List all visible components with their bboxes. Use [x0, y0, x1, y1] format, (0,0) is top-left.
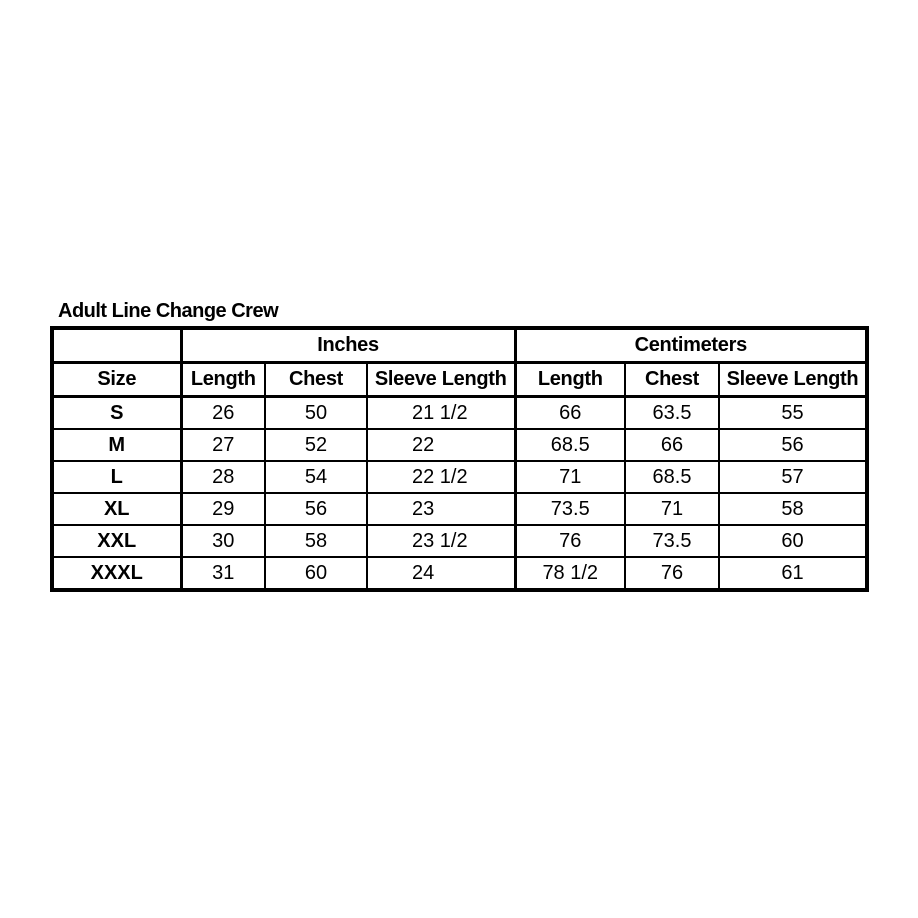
cm-chest-cell: 76: [625, 557, 719, 590]
cm-length-cell: 76: [515, 525, 625, 557]
in-chest-cell: 54: [265, 461, 367, 493]
column-header-cm-sleeve-length: Sleeve Length: [719, 363, 867, 397]
in-chest-cell: 60: [265, 557, 367, 590]
table-row: [52, 557, 867, 590]
column-header-cm-length: Length: [515, 363, 625, 397]
group-header-row: [52, 328, 867, 363]
in-length-cell: 31: [181, 557, 265, 590]
cm-chest-cell: 73.5: [625, 525, 719, 557]
table-row: [52, 525, 867, 557]
in-chest-cell: 58: [265, 525, 367, 557]
table-row: [52, 429, 867, 461]
table-row: [52, 461, 867, 493]
column-header-row: [52, 363, 867, 397]
size-chart-table: [50, 326, 869, 592]
in-sleeve-cell: 22 1/2: [367, 461, 515, 493]
in-sleeve-cell: 24: [367, 557, 515, 590]
column-header-cm-chest: Chest: [625, 363, 719, 397]
cm-length-cell: 71: [515, 461, 625, 493]
cm-chest-cell: 63.5: [625, 397, 719, 430]
in-chest-cell: 52: [265, 429, 367, 461]
cm-sleeve-cell: 60: [719, 525, 867, 557]
cm-chest-cell: 71: [625, 493, 719, 525]
cm-length-cell: 68.5: [515, 429, 625, 461]
cm-chest-cell: 66: [625, 429, 719, 461]
size-cell: L: [52, 461, 181, 493]
in-sleeve-cell: 22: [367, 429, 515, 461]
in-chest-cell: 56: [265, 493, 367, 525]
cm-length-cell: 66: [515, 397, 625, 430]
size-cell: XL: [52, 493, 181, 525]
size-cell: XXL: [52, 525, 181, 557]
in-length-cell: 28: [181, 461, 265, 493]
column-header-in-length: Length: [181, 363, 265, 397]
column-header-in-sleeve-length: Sleeve Length: [367, 363, 515, 397]
chart-title: Adult Line Change Crew: [58, 300, 279, 322]
in-length-cell: 26: [181, 397, 265, 430]
in-sleeve-cell: 23 1/2: [367, 525, 515, 557]
cm-sleeve-cell: 57: [719, 461, 867, 493]
cm-chest-cell: 68.5: [625, 461, 719, 493]
column-header-in-chest: Chest: [265, 363, 367, 397]
group-header-blank: [52, 328, 181, 363]
in-length-cell: 27: [181, 429, 265, 461]
size-cell: S: [52, 397, 181, 430]
table-row: [52, 397, 867, 430]
size-cell: XXXL: [52, 557, 181, 590]
cm-length-cell: 73.5: [515, 493, 625, 525]
in-length-cell: 30: [181, 525, 265, 557]
column-header-size: Size: [52, 363, 181, 397]
cm-sleeve-cell: 58: [719, 493, 867, 525]
cm-sleeve-cell: 56: [719, 429, 867, 461]
cm-sleeve-cell: 61: [781, 561, 804, 584]
in-length-cell: 29: [181, 493, 265, 525]
in-sleeve-cell: 21 1/2: [367, 397, 515, 430]
size-cell: M: [52, 429, 181, 461]
in-chest-cell: 50: [265, 397, 367, 430]
in-sleeve-cell: 23: [367, 493, 515, 525]
group-header-centimeters: Centimeters: [515, 328, 867, 363]
cm-sleeve-cell: 55: [719, 397, 867, 430]
group-header-inches: Inches: [181, 328, 515, 363]
table-row: [52, 493, 867, 525]
cm-length-cell: 78 1/2: [515, 557, 625, 590]
